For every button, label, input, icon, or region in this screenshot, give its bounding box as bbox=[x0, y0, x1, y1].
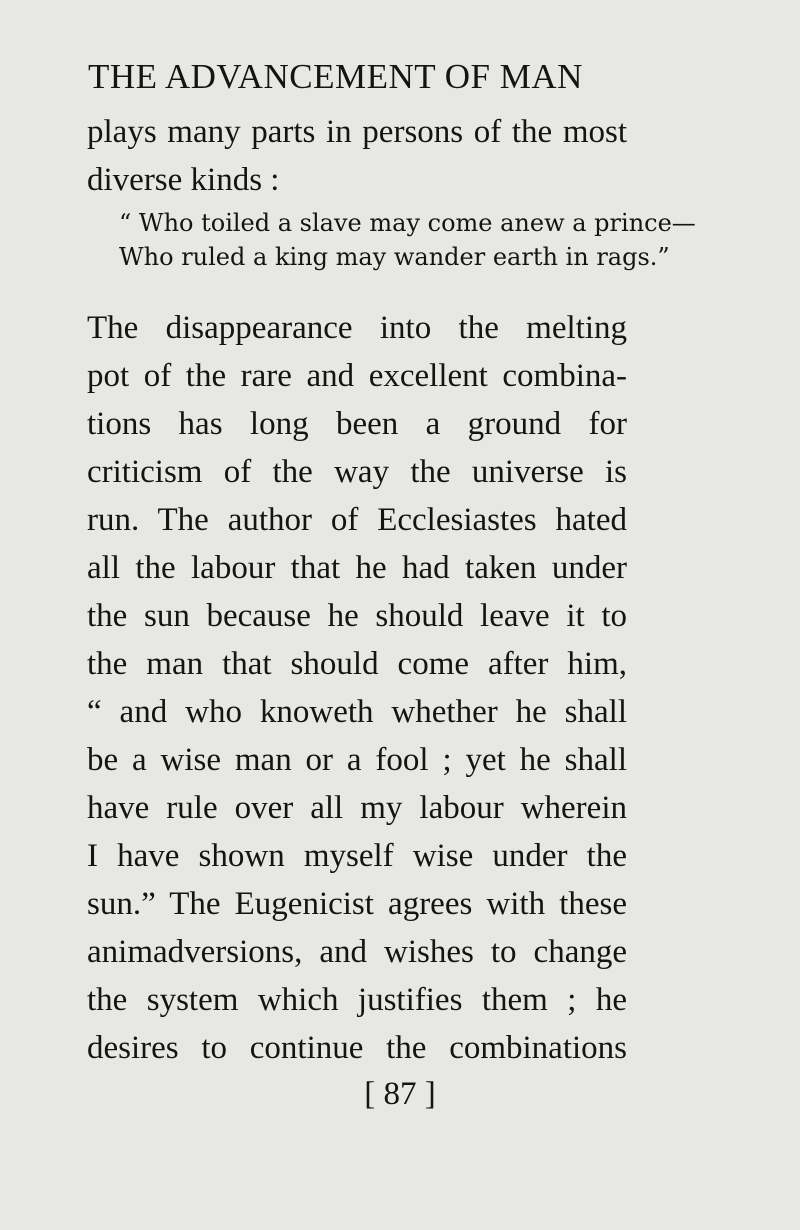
text-line: have rule over all my labour wherein bbox=[87, 790, 627, 826]
text-line: desires to continue the combinations bbox=[87, 1030, 627, 1066]
text-line: animadversions, and wishes to change bbox=[87, 934, 627, 970]
text-line: “ and who knoweth whether he shall bbox=[87, 694, 627, 730]
text-line: diverse kinds : bbox=[87, 162, 280, 198]
text-line: the sun because he should leave it to bbox=[87, 598, 627, 634]
text-line: I have shown myself wise under the bbox=[87, 838, 627, 874]
text-line: pot of the rare and excellent combina- bbox=[87, 358, 627, 394]
verse-line: Who ruled a king may wander earth in rags.” bbox=[119, 243, 670, 271]
text-line: tions has long been a ground for bbox=[87, 406, 627, 442]
page-number: [ 87 ] bbox=[364, 1076, 436, 1112]
running-head: THE ADVANCEMENT OF MAN bbox=[88, 57, 583, 96]
text-line: criticism of the way the universe is bbox=[87, 454, 627, 490]
text-line: sun.” The Eugenicist agrees with these bbox=[87, 886, 627, 922]
text-line: The disappearance into the melting bbox=[87, 310, 627, 346]
text-line: the system which justifies them ; he bbox=[87, 982, 627, 1018]
text-line: be a wise man or a fool ; yet he shall bbox=[87, 742, 627, 778]
text-line: the man that should come after him, bbox=[87, 646, 627, 682]
text-line: run. The author of Ecclesiastes hated bbox=[87, 502, 627, 538]
text-line: plays many parts in persons of the most bbox=[87, 114, 627, 150]
verse-line: “ Who toiled a slave may come anew a prince— bbox=[119, 209, 696, 237]
text-line: all the labour that he had taken under bbox=[87, 550, 627, 586]
